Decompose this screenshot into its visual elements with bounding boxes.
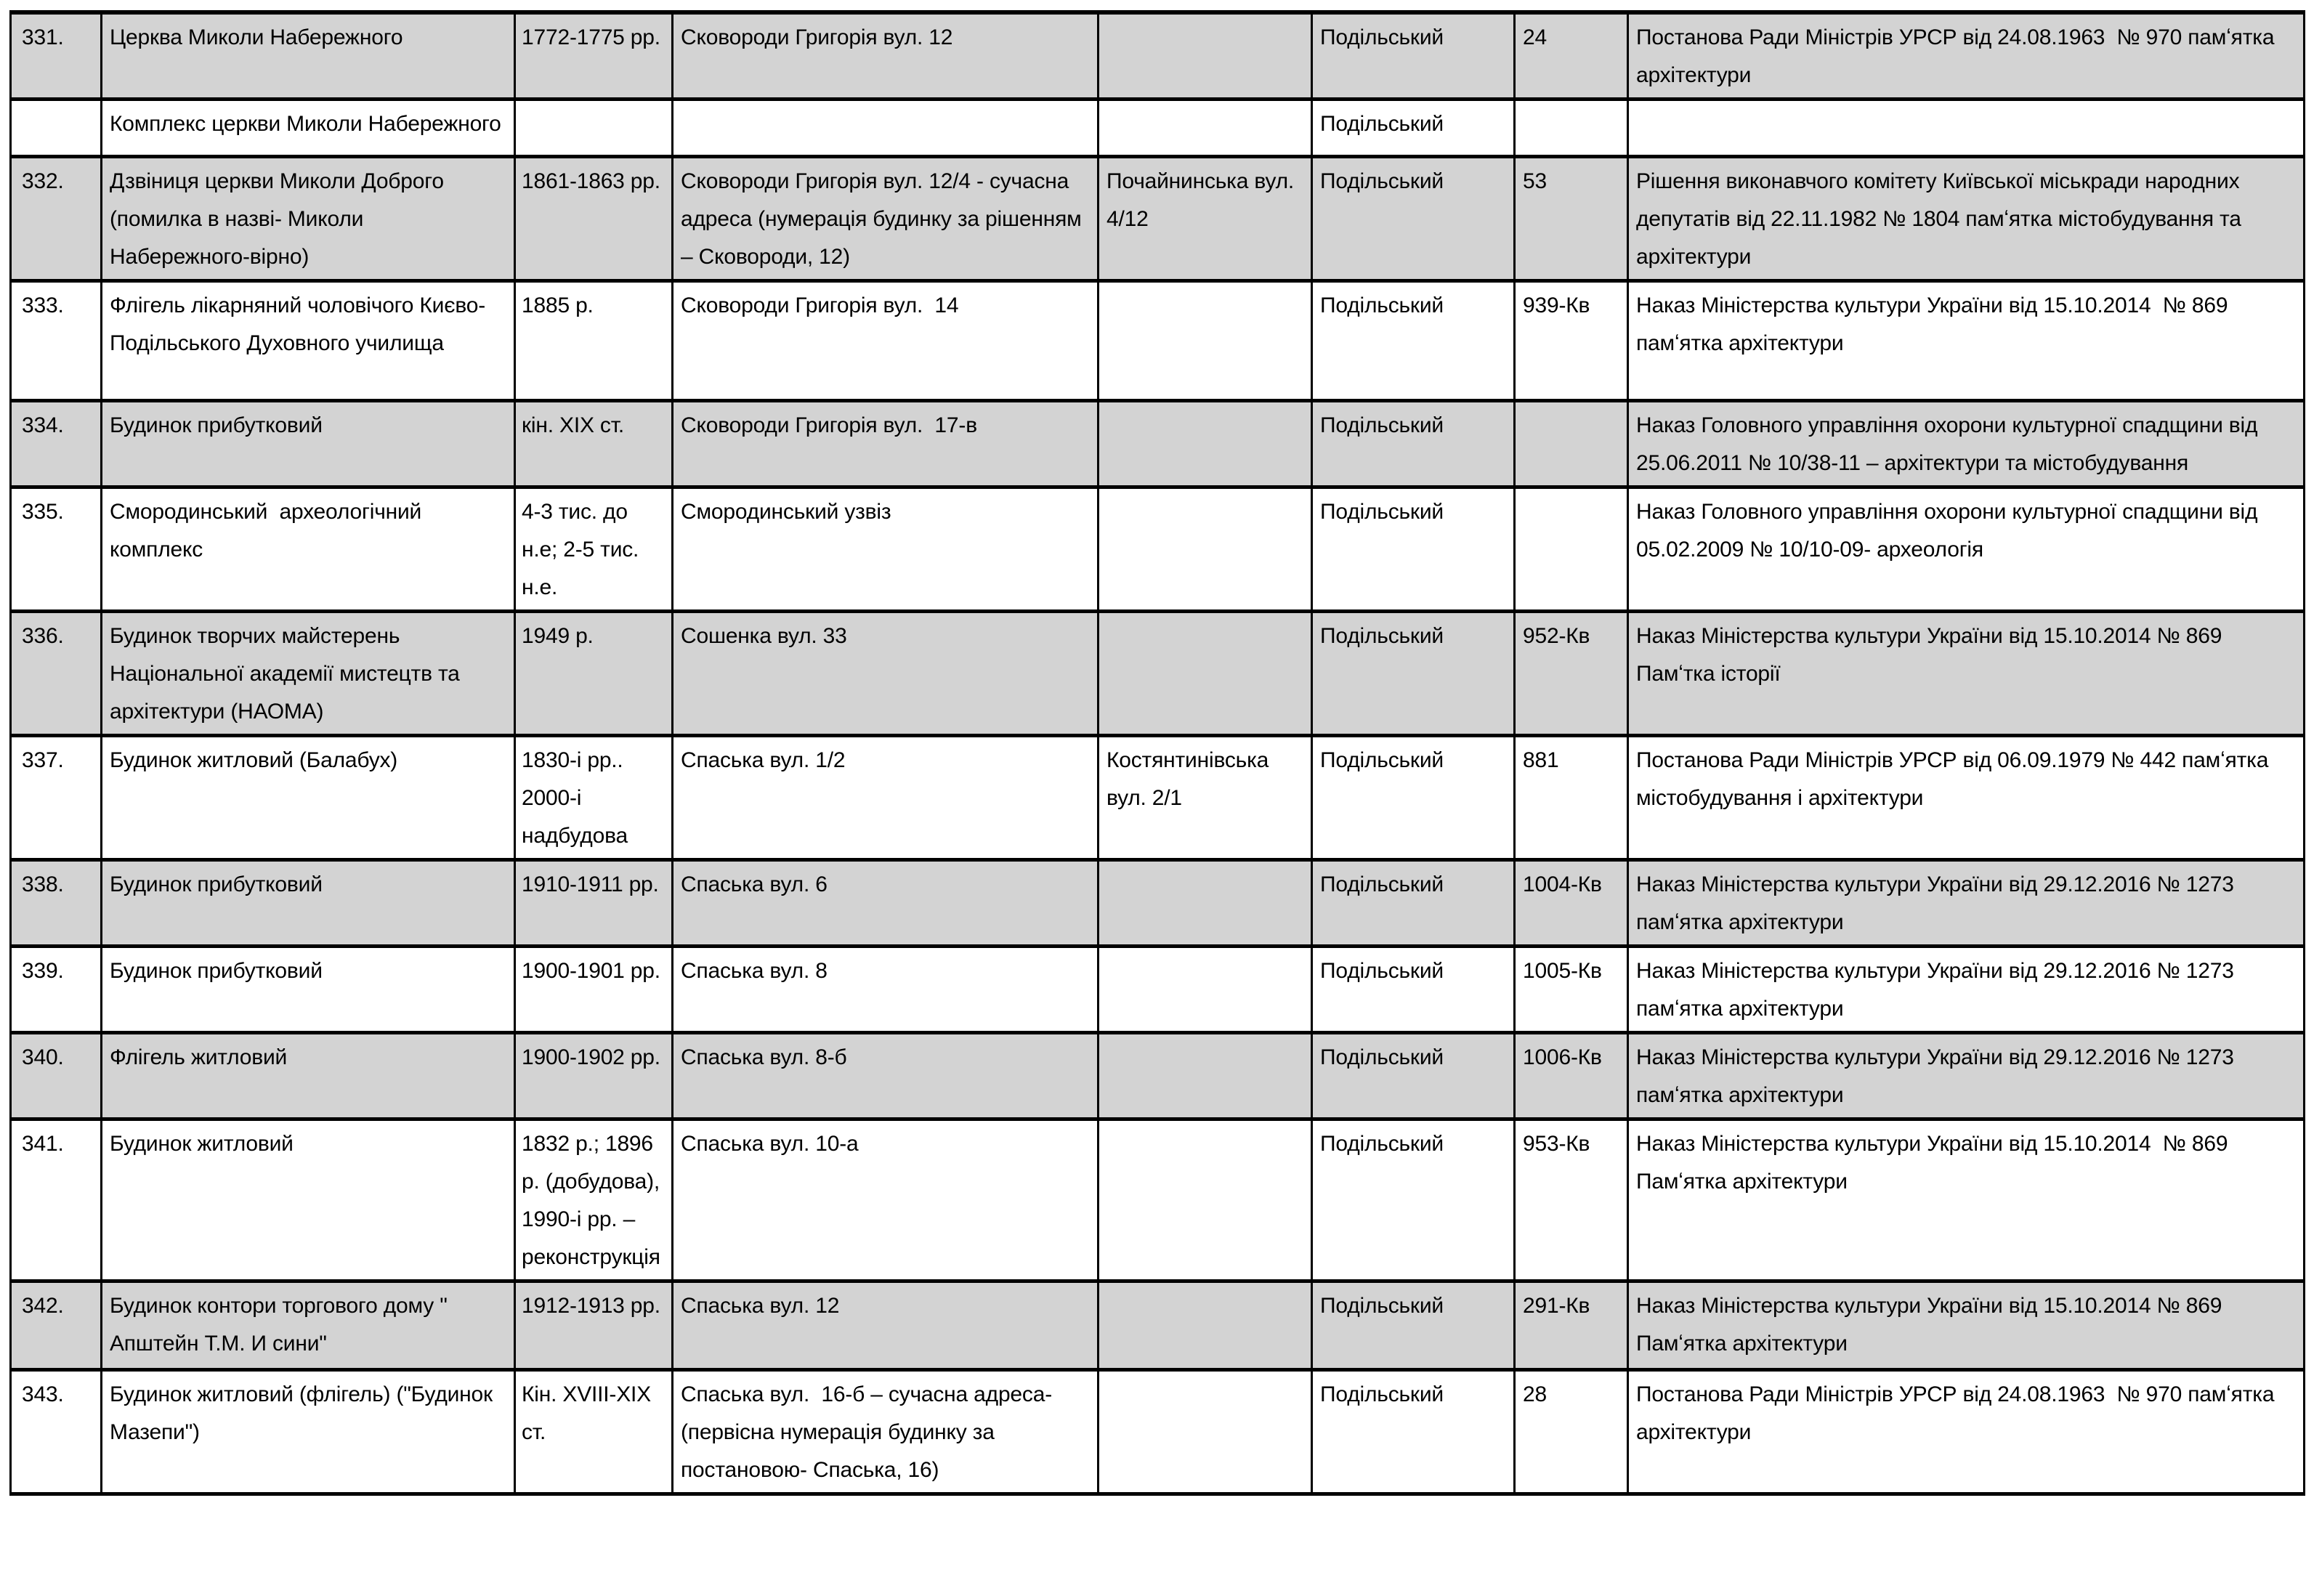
cell-decree: Постанова Ради Міністрів УРСР від 24.08.1963 № 970 памʻятка архітектури — [1628, 1370, 2305, 1494]
cell-num: 333. — [11, 281, 102, 401]
cell-date: 1832 р.; 1896 р. (добудова), 1990-і рр. – реконструкція — [515, 1119, 673, 1281]
cell-reg_no: 1004-Кв — [1515, 860, 1628, 947]
cell-district: Подільський — [1312, 281, 1515, 401]
table-row — [11, 157, 2305, 281]
monuments-table — [9, 10, 2305, 1496]
cell-name: Будинок прибутковий — [102, 401, 515, 487]
cell-num: 332. — [11, 157, 102, 281]
cell-address_alt — [1099, 100, 1312, 157]
cell-num: 341. — [11, 1119, 102, 1281]
cell-reg_no: 24 — [1515, 12, 1628, 100]
cell-reg_no: 953-Кв — [1515, 1119, 1628, 1281]
cell-num: 335. — [11, 487, 102, 612]
cell-decree: Наказ Міністерства культури України від 15.10.2014 № 869 Памʻятка архітектури — [1628, 1281, 2305, 1370]
cell-name: Будинок контори торгового дому " Апштейн Т.М. И сини" — [102, 1281, 515, 1370]
cell-address_alt — [1099, 1033, 1312, 1119]
cell-reg_no — [1515, 487, 1628, 612]
cell-address_alt — [1099, 1281, 1312, 1370]
cell-address: Спаська вул. 12 — [673, 1281, 1099, 1370]
cell-name: Будинок прибутковий — [102, 947, 515, 1033]
cell-district: Подільський — [1312, 12, 1515, 100]
cell-address: Спаська вул. 8 — [673, 947, 1099, 1033]
cell-decree: Постанова Ради Міністрів УРСР від 24.08.1963 № 970 памʻятка архітектури — [1628, 12, 2305, 100]
cell-address: Спаська вул. 1/2 — [673, 736, 1099, 860]
cell-district: Подільський — [1312, 1033, 1515, 1119]
cell-district: Подільський — [1312, 401, 1515, 487]
cell-address_alt — [1099, 860, 1312, 947]
cell-name: Флігель житловий — [102, 1033, 515, 1119]
cell-decree: Наказ Міністерства культури України від 15.10.2014 № 869 Памʻятка архітектури — [1628, 1119, 2305, 1281]
cell-reg_no: 28 — [1515, 1370, 1628, 1494]
table-row — [11, 947, 2305, 1033]
cell-reg_no: 952-Кв — [1515, 612, 1628, 736]
cell-name: Будинок житловий — [102, 1119, 515, 1281]
cell-decree: Наказ Міністерства культури України від 29.12.2016 № 1273 памʻятка архітектури — [1628, 860, 2305, 947]
cell-name: Церква Миколи Набережного — [102, 12, 515, 100]
cell-address: Сковороди Григорія вул. 12/4 - сучасна адреса (нумерація будинку за рішенням – Сковороди, 12) — [673, 157, 1099, 281]
cell-decree: Наказ Міністерства культури України від 29.12.2016 № 1273 памʻятка архітектури — [1628, 1033, 2305, 1119]
cell-date: 1900-1902 рр. — [515, 1033, 673, 1119]
table-row — [11, 736, 2305, 860]
cell-date: 4-3 тис. до н.е; 2-5 тис. н.е. — [515, 487, 673, 612]
cell-num: 331. — [11, 12, 102, 100]
cell-address_alt — [1099, 947, 1312, 1033]
cell-name: Смородинський археологічний комплекс — [102, 487, 515, 612]
cell-num: 342. — [11, 1281, 102, 1370]
cell-address: Сковороди Григорія вул. 14 — [673, 281, 1099, 401]
cell-address: Сковороди Григорія вул. 17-в — [673, 401, 1099, 487]
cell-decree: Наказ Головного управління охорони культурної спадщини від 05.02.2009 № 10/10-09- археологія — [1628, 487, 2305, 612]
table-row — [11, 1370, 2305, 1494]
table-row — [11, 1119, 2305, 1281]
cell-decree: Постанова Ради Міністрів УРСР від 06.09.1979 № 442 памʻятка містобудування і архітектури — [1628, 736, 2305, 860]
table-row — [11, 612, 2305, 736]
cell-num: 339. — [11, 947, 102, 1033]
cell-address: Спаська вул. 6 — [673, 860, 1099, 947]
table-row — [11, 860, 2305, 947]
table-row — [11, 401, 2305, 487]
cell-address_alt — [1099, 401, 1312, 487]
cell-decree: Наказ Міністерства культури України від 15.10.2014 № 869 памʻятка архітектури — [1628, 281, 2305, 401]
cell-name: Будинок житловий (Балабух) — [102, 736, 515, 860]
cell-address_alt — [1099, 1119, 1312, 1281]
cell-reg_no — [1515, 401, 1628, 487]
cell-address: Спаська вул. 8-б — [673, 1033, 1099, 1119]
cell-decree: Наказ Головного управління охорони культурної спадщини від 25.06.2011 № 10/38-11 – архітектури та містобудування — [1628, 401, 2305, 487]
cell-address: Смородинський узвіз — [673, 487, 1099, 612]
cell-address_alt — [1099, 612, 1312, 736]
cell-name: Будинок прибутковий — [102, 860, 515, 947]
cell-address: Спаська вул. 16-б – сучасна адреса- (первісна нумерація будинку за постановою- Спаська, 16) — [673, 1370, 1099, 1494]
table-row — [11, 281, 2305, 401]
cell-district: Подільський — [1312, 1281, 1515, 1370]
cell-date: 1772-1775 рр. — [515, 12, 673, 100]
cell-date: 1900-1901 рр. — [515, 947, 673, 1033]
cell-district: Подільський — [1312, 612, 1515, 736]
cell-district: Подільський — [1312, 157, 1515, 281]
table-row — [11, 1281, 2305, 1370]
cell-decree — [1628, 100, 2305, 157]
cell-address: Спаська вул. 10-а — [673, 1119, 1099, 1281]
cell-reg_no — [1515, 100, 1628, 157]
cell-num — [11, 100, 102, 157]
cell-name: Будинок творчих майстерень Національної академії мистецтв та архітектури (НАОМА) — [102, 612, 515, 736]
cell-name: Комплекс церкви Миколи Набережного — [102, 100, 515, 157]
cell-address: Сковороди Григорія вул. 12 — [673, 12, 1099, 100]
cell-num: 337. — [11, 736, 102, 860]
cell-name: Дзвіниця церкви Миколи Доброго (помилка в назві- Миколи Набережного-вірно) — [102, 157, 515, 281]
cell-name: Будинок житловий (флігель) ("Будинок Мазепи") — [102, 1370, 515, 1494]
cell-reg_no: 939-Кв — [1515, 281, 1628, 401]
cell-date: 1861-1863 рр. — [515, 157, 673, 281]
cell-district: Подільський — [1312, 860, 1515, 947]
cell-num: 336. — [11, 612, 102, 736]
table-row — [11, 100, 2305, 157]
cell-date: Кін. XVIII-XIX ст. — [515, 1370, 673, 1494]
cell-address_alt: Почайнинська вул. 4/12 — [1099, 157, 1312, 281]
cell-reg_no: 881 — [1515, 736, 1628, 860]
cell-date: 1910-1911 рр. — [515, 860, 673, 947]
cell-district: Подільський — [1312, 1370, 1515, 1494]
cell-address — [673, 100, 1099, 157]
cell-num: 334. — [11, 401, 102, 487]
cell-date — [515, 100, 673, 157]
cell-decree: Наказ Міністерства культури України від 15.10.2014 № 869 Памʻтка історії — [1628, 612, 2305, 736]
cell-reg_no: 1006-Кв — [1515, 1033, 1628, 1119]
cell-reg_no: 53 — [1515, 157, 1628, 281]
cell-num: 343. — [11, 1370, 102, 1494]
cell-district: Подільський — [1312, 736, 1515, 860]
cell-district: Подільський — [1312, 947, 1515, 1033]
cell-date: 1885 р. — [515, 281, 673, 401]
cell-date: кін. ХІХ ст. — [515, 401, 673, 487]
cell-district: Подільський — [1312, 1119, 1515, 1281]
cell-num: 338. — [11, 860, 102, 947]
cell-decree: Рішення виконавчого комітету Київської міськради народних депутатів від 22.11.1982 № 1804 памʻятка містобудування та архітектури — [1628, 157, 2305, 281]
cell-date: 1830-і рр.. 2000-і надбудова — [515, 736, 673, 860]
table-row — [11, 487, 2305, 612]
table-row — [11, 1033, 2305, 1119]
cell-num: 340. — [11, 1033, 102, 1119]
cell-district: Подільський — [1312, 100, 1515, 157]
cell-name: Флігель лікарняний чоловічого Києво-Подільського Духовного училища — [102, 281, 515, 401]
cell-address_alt — [1099, 281, 1312, 401]
cell-date: 1949 р. — [515, 612, 673, 736]
cell-address_alt — [1099, 12, 1312, 100]
monuments-table-wrap — [9, 10, 2305, 1496]
table-row — [11, 12, 2305, 100]
cell-district: Подільський — [1312, 487, 1515, 612]
cell-address: Сошенка вул. 33 — [673, 612, 1099, 736]
cell-address_alt: Костянтинівська вул. 2/1 — [1099, 736, 1312, 860]
monuments-table-body — [11, 12, 2305, 1494]
cell-reg_no: 291-Кв — [1515, 1281, 1628, 1370]
cell-decree: Наказ Міністерства культури України від 29.12.2016 № 1273 памʻятка архітектури — [1628, 947, 2305, 1033]
cell-address_alt — [1099, 1370, 1312, 1494]
cell-date: 1912-1913 рр. — [515, 1281, 673, 1370]
cell-reg_no: 1005-Кв — [1515, 947, 1628, 1033]
cell-address_alt — [1099, 487, 1312, 612]
